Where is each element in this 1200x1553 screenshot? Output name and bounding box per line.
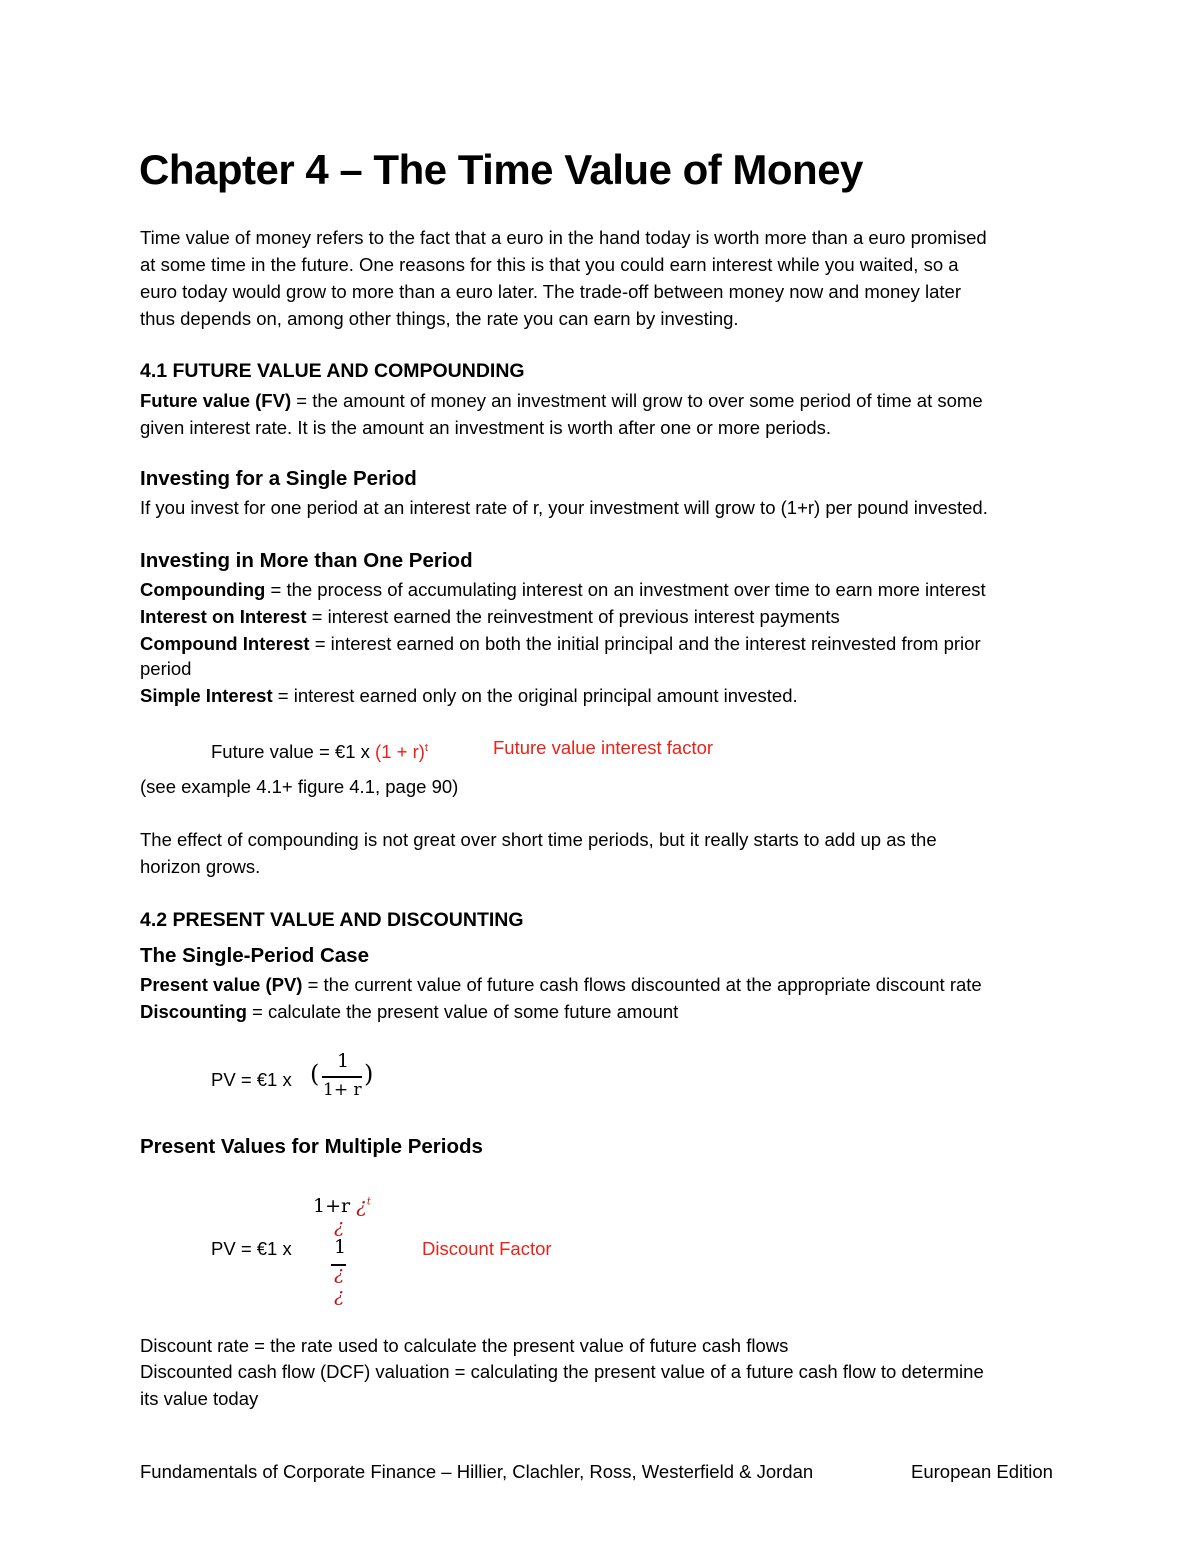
intro-line-2: at some time in the future. One reasons for this is that you could earn interest while you waited, so a	[140, 254, 959, 275]
formula-factor: (1 + r)	[375, 741, 425, 763]
mp-top-text: 1+r	[313, 1195, 351, 1217]
pv-definition-text: = the current value of future cash flows discounted at the appropriate discount rate	[302, 974, 982, 995]
pv-open-paren: (	[310, 1060, 320, 1088]
section-4-2-heading: 4.2 PRESENT VALUE AND DISCOUNTING	[140, 909, 524, 931]
mp-formula-left: PV = €1 x	[211, 1238, 292, 1259]
discounting-definition-text: = calculate the present value of some future amount	[246, 1001, 679, 1022]
compound-interest-definition	[140, 631, 981, 658]
definition-text: = interest earned only on the original principal amount invested.	[272, 685, 798, 706]
mp-formula-top	[313, 1193, 371, 1217]
pv-formula-left: PV = €1 x	[211, 1069, 292, 1090]
dcf-definition-line-2: its value today	[140, 1388, 259, 1409]
intro-line-1: Time value of money refers to the fact that a euro in the hand today is worth more than a euro promised	[140, 227, 987, 248]
mp-glyph-4: ¿	[334, 1284, 345, 1306]
fv-definition-text: = the amount of money an investment will grow to over some period of time at some	[291, 390, 983, 411]
discounting-definition	[140, 999, 678, 1026]
single-period-heading: Investing for a Single Period	[140, 467, 417, 490]
discount-factor-label: Discount Factor	[422, 1238, 552, 1259]
compounding-definition	[140, 577, 986, 604]
see-example-reference: (see example 4.1+ figure 4.1, page 90)	[140, 776, 459, 797]
fv-interest-factor-label: Future value interest factor	[493, 737, 714, 758]
pv-fraction-bar	[322, 1076, 362, 1078]
definition-text: = interest earned the reinvestment of previous interest payments	[306, 606, 840, 627]
definition-term: Compound Interest	[140, 633, 310, 654]
pv-term: Present value (PV)	[140, 974, 303, 995]
section-4-1-heading: 4.1 FUTURE VALUE AND COMPOUNDING	[140, 360, 525, 382]
compound-interest-continuation: period	[140, 658, 192, 679]
pv-numerator: 1	[337, 1050, 350, 1072]
single-period-text: If you invest for one period at an interest rate of r, your investment will grow to (1+r) per pound invested.	[140, 497, 988, 518]
footer-right: European Edition	[911, 1461, 1053, 1482]
single-period-case-heading: The Single-Period Case	[140, 944, 369, 967]
discounting-term: Discounting	[140, 1001, 247, 1022]
formula-left: Future value = €1 x	[211, 741, 376, 763]
definition-text: = the process of accumulating interest on an investment over time to earn more interest	[265, 579, 986, 600]
definition-term: Simple Interest	[140, 685, 273, 706]
intro-line-3: euro today would grow to more than a euro later. The trade-off between money now and money later	[140, 281, 962, 302]
dcf-definition-line-1: Discounted cash flow (DCF) valuation = calculating the present value of a future cash flow to determine	[140, 1361, 984, 1382]
interest-on-interest-definition	[140, 604, 840, 631]
mp-top-glyph: ¿	[356, 1193, 367, 1217]
pv-denominator-text: 1+ r	[323, 1080, 362, 1100]
formula-exponent: t	[424, 742, 428, 754]
pv-denominator	[323, 1080, 362, 1100]
simple-interest-definition	[140, 683, 798, 710]
footer-left: Fundamentals of Corporate Finance – Hillier, Clachler, Ross, Westerfield & Jordan	[140, 1461, 814, 1482]
discount-rate-definition: Discount rate = the rate used to calculate the present value of future cash flows	[140, 1335, 789, 1356]
mp-glyph-3: ¿	[334, 1262, 345, 1284]
multi-period-pv-heading: Present Values for Multiple Periods	[140, 1135, 483, 1158]
page-title: Chapter 4 – The Time Value of Money	[139, 146, 863, 193]
compounding-effect-line-1: The effect of compounding is not great over short time periods, but it really starts to add up as the	[140, 829, 937, 850]
mp-exponent: t	[366, 1196, 371, 1208]
fv-definition-line-2: given interest rate. It is the amount an investment is worth after one or more periods.	[140, 417, 832, 438]
mp-one: 1	[334, 1236, 347, 1258]
definition-term: Compounding	[140, 579, 266, 600]
future-value-formula	[211, 735, 428, 766]
multi-period-heading: Investing in More than One Period	[140, 549, 473, 572]
fv-definition-line-1	[140, 388, 983, 415]
definition-text: = interest earned on both the initial principal and the interest reinvested from prior	[309, 633, 981, 654]
compounding-effect-line-2: horizon grows.	[140, 856, 261, 877]
definition-term: Interest on Interest	[140, 606, 307, 627]
mp-glyph-2: ¿	[334, 1215, 345, 1237]
intro-line-4: thus depends on, among other things, the rate you can earn by investing.	[140, 308, 739, 329]
pv-close-paren: )	[364, 1060, 374, 1088]
pv-definition	[140, 972, 982, 999]
fv-term: Future value (FV)	[140, 390, 292, 411]
